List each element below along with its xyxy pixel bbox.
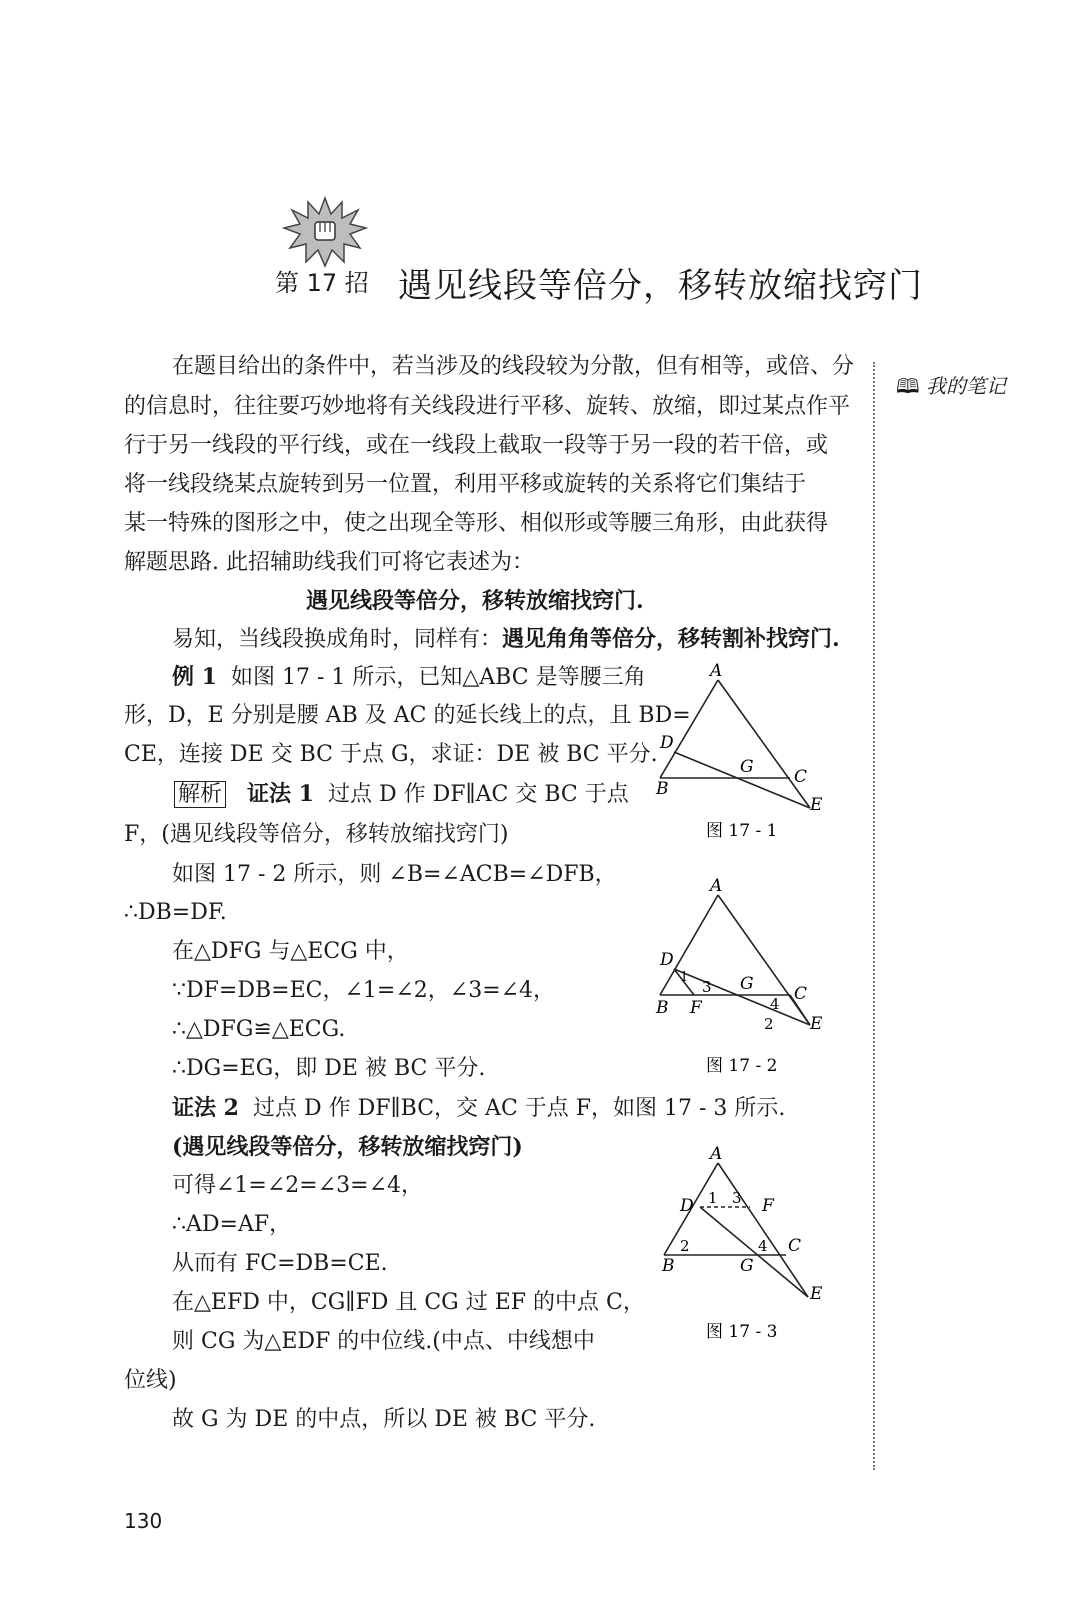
- starburst-fist-icon: [282, 196, 368, 268]
- fig1-caption: 图 17 - 1: [706, 821, 778, 840]
- method2-line: 从而有 FC=DB=CE.: [172, 1251, 388, 1276]
- chapter-label: 第 17 招: [275, 269, 369, 297]
- figure-17-2: [650, 875, 850, 1085]
- fig3-label-B: B: [662, 1256, 675, 1276]
- fig1-label-C: C: [794, 767, 808, 787]
- example-line-1: [172, 662, 646, 693]
- example-line-2: 形，D，E 分别是腰 AB 及 AC 的延长线上的点，且 BD=: [124, 703, 691, 728]
- fig3-angle-1: 1: [708, 1189, 718, 1207]
- motto: 遇见线段等倍分，移转放缩找窍门.: [306, 588, 644, 614]
- method1-line: ∵DF=DB=EC，∠1=∠2，∠3=∠4，: [172, 978, 556, 1003]
- fig2-label-F: F: [690, 998, 702, 1018]
- fig2-angle-2: 2: [764, 1015, 774, 1033]
- method1-line: ∴△DFG≌△ECG.: [172, 1017, 346, 1042]
- notes-label: 我的笔记: [925, 374, 1006, 398]
- method2-hint: (遇见线段等倍分，移转放缩找窍门): [172, 1134, 523, 1160]
- method2-line: 在△EFD 中，CG∥FD 且 CG 过 EF 的中点 C，: [172, 1290, 645, 1315]
- fig2-label-A: A: [710, 876, 723, 896]
- intro-line: 行于另一线段的平行线，或在一线段上截取一段等于另一段的若干倍，或: [124, 433, 829, 458]
- method1-line: 在△DFG 与△ECG 中，: [172, 939, 409, 964]
- method2-line: 位线): [124, 1368, 177, 1393]
- page-title: 遇见线段等倍分，移转放缩找窍门: [398, 266, 923, 306]
- fig3-angle-4: 4: [758, 1237, 768, 1255]
- fig3-side-AE: [718, 1163, 808, 1297]
- fig2-label-B: B: [656, 998, 669, 1018]
- method2-label: 证法 2: [172, 1095, 239, 1121]
- intro-line: 解题思路. 此招辅助线我们可将它表述为：: [124, 550, 534, 575]
- method1-second: F，(遇见线段等倍分，移转放缩找窍门): [124, 822, 509, 847]
- fig2-angle-1: 1: [680, 970, 689, 985]
- page-number: 130: [124, 1509, 163, 1533]
- fig3-angle-2: 2: [680, 1237, 690, 1255]
- fig1-label-G: G: [740, 757, 754, 777]
- method2-header: [172, 1093, 785, 1124]
- fig2-label-D: D: [660, 950, 674, 970]
- fig2-label-C: C: [794, 984, 808, 1004]
- fig1-side-AB: [660, 680, 718, 778]
- fig3-angle-3: 3: [732, 1189, 742, 1207]
- method2-line: 故 G 为 DE 的中点，所以 DE 被 BC 平分.: [172, 1407, 596, 1432]
- book-icon: 🕮: [896, 374, 920, 398]
- intro-line: 的信息时，往往要巧妙地将有关线段进行平移、旋转、放缩，即过某点作平: [124, 394, 851, 419]
- example-line-3: CE，连接 DE 交 BC 于点 G，求证：DE 被 BC 平分.: [124, 742, 658, 767]
- figure-17-3: [650, 1145, 850, 1345]
- fig1-label-E: E: [810, 795, 823, 815]
- method1-header: [174, 779, 629, 810]
- intro-line: 某一特殊的图形之中，使之出现全等形、相似形或等腰三角形，由此获得: [124, 511, 829, 536]
- method2-first: 过点 D 作 DF∥BC，交 AC 于点 F，如图 17 - 3 所示.: [252, 1096, 786, 1121]
- intro-line: 在题目给出的条件中，若当涉及的线段较为分散，但有相等，或倍、分: [172, 354, 855, 379]
- method1-first: 过点 D 作 DF∥AC 交 BC 于点: [327, 782, 629, 807]
- angle-line-prefix: 易知，当线段换成角时，同样有：: [172, 627, 503, 652]
- example-text: 如图 17 - 1 所示，已知△ABC 是等腰三角: [230, 665, 646, 690]
- angle-line-motto: 遇见角角等倍分，移转割补找窍门.: [502, 626, 840, 652]
- angle-motto-line: [172, 624, 840, 655]
- figure-17-1: [650, 660, 850, 840]
- fig1-label-A: A: [710, 661, 723, 681]
- fig1-label-D: D: [660, 733, 674, 753]
- fig3-label-F: F: [762, 1196, 774, 1216]
- method1-line: ∴DB=DF.: [124, 900, 227, 925]
- notes-divider: [873, 362, 875, 1470]
- method1-label: 证法 1: [247, 781, 314, 807]
- solution-tag: 解析: [174, 781, 226, 808]
- fig3-label-C: C: [788, 1236, 802, 1256]
- intro-paragraph: [124, 352, 855, 575]
- intro-line: 将一线段绕某点旋转到另一位置，利用平移或旋转的关系将它们集结于: [124, 472, 807, 497]
- method2-line: ∴AD=AF，: [172, 1212, 292, 1237]
- fig2-angle-3: 3: [702, 978, 712, 996]
- example-label: 例 1: [172, 664, 217, 690]
- fig3-label-G: G: [740, 1256, 754, 1276]
- fig3-label-A: A: [710, 1145, 723, 1164]
- method1-line: ∴DG=EG，即 DE 被 BC 平分.: [172, 1056, 486, 1081]
- fig2-label-G: G: [740, 974, 754, 994]
- method2-line: 则 CG 为△EDF 的中位线.(中点、中线想中: [172, 1329, 595, 1354]
- fig3-caption: 图 17 - 3: [706, 1322, 778, 1342]
- fig1-label-B: B: [656, 779, 669, 799]
- fig2-caption: 图 17 - 2: [706, 1056, 778, 1076]
- fig3-label-D: D: [680, 1196, 694, 1216]
- fig2-label-E: E: [810, 1014, 823, 1034]
- method1-line: 如图 17 - 2 所示，则 ∠B=∠ACB=∠DFB，: [172, 862, 617, 887]
- fig3-label-E: E: [810, 1284, 823, 1304]
- method2-line: 可得∠1=∠2=∠3=∠4，: [172, 1173, 424, 1198]
- notes-heading: [896, 370, 1006, 406]
- fig2-angle-4: 4: [770, 995, 780, 1013]
